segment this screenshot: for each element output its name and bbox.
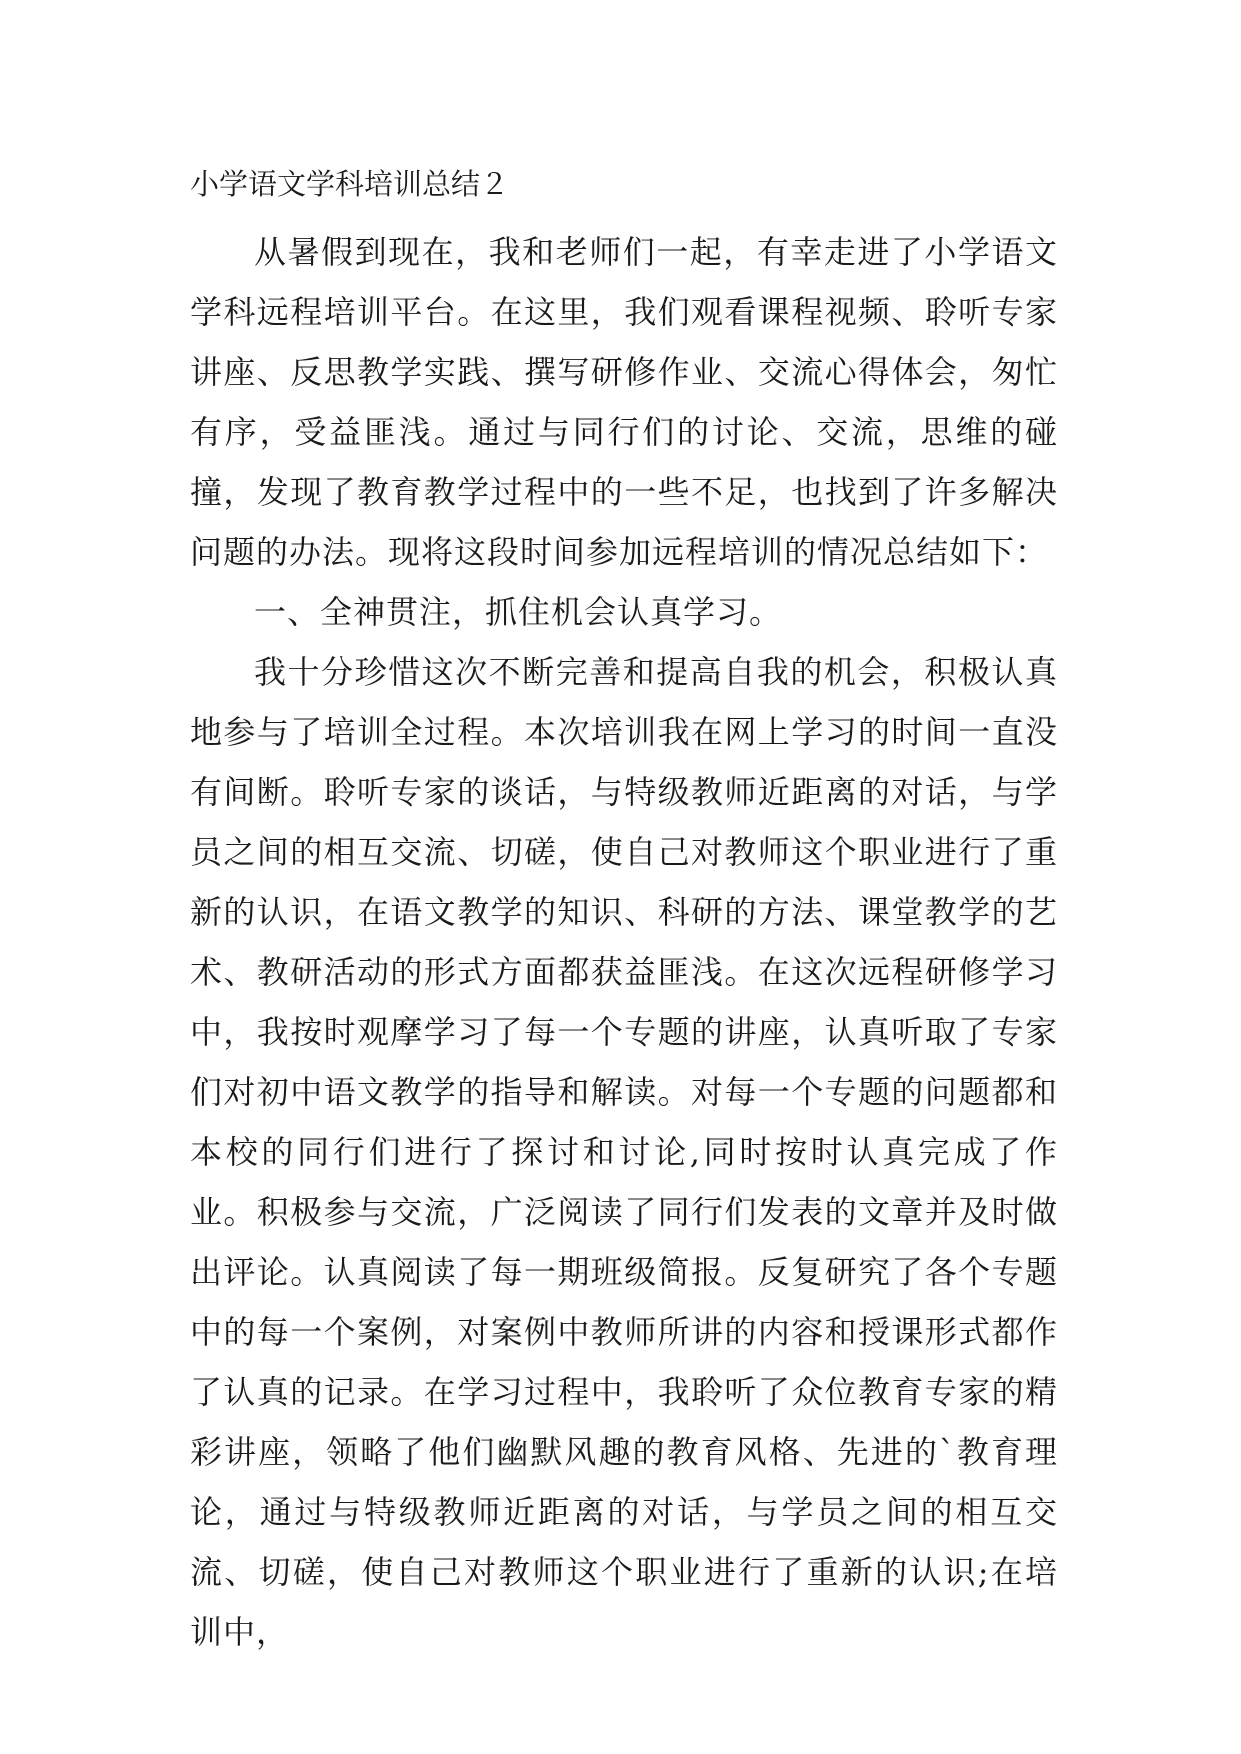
document-title: 小学语文学科培训总结２ (190, 167, 510, 201)
paragraph-section-1: 我十分珍惜这次不断完善和提高自我的机会，积极认真地参与了培训全过程。本次培训我在网上学习的时间一直没有间断。聆听专家的谈话，与特级教师近距离的对话，与学员之间的相互交流、切磋，使自己对教师这个职业进行了重新的认识，在语文教学的知识、科研的方法、课堂教学的艺术、教研活动的形式方面都获益匪浅。在这次远程研修学习中，我按时观摩学习了每一个专题的讲座，认真听取了专家们对初中语文教学的指导和解读。对每一个专题的问题都和本校的同行们进行了探讨和讨论,同时按时认真完成了作业。积极参与交流，广泛阅读了同行们发表的文章并及时做出评论。认真阅读了每一期班级简报。反复研究了各个专题中的每一个案例，对案例中教师所讲的内容和授课形式都作了认真的记录。在学习过程中，我聆听了众位教育专家的精彩讲座，领略了他们幽默风趣的教育风格、先进的`教育理论，通过与特级教师近距离的对话，与学员之间的相互交流、切磋，使自己对教师这个职业进行了重新的认识;在培训中， (190, 653, 1058, 1651)
document-body (190, 162, 1058, 1662)
paragraph-intro: 从暑假到现在，我和老师们一起，有幸走进了小学语文学科远程培训平台。在这里，我们观看课程视频、聆听专家讲座、反思教学实践、撰写研修作业、交流心得体会，匆忙有序，受益匪浅。通过与同行们的讨论、交流，思维的碰撞，发现了教育教学过程中的一些不足，也找到了许多解决问题的办法。现将这段时间参加远程培训的情况总结如下： (190, 233, 1058, 571)
section-heading-1: 一、全神贯注，抓住机会认真学习。 (254, 593, 783, 631)
